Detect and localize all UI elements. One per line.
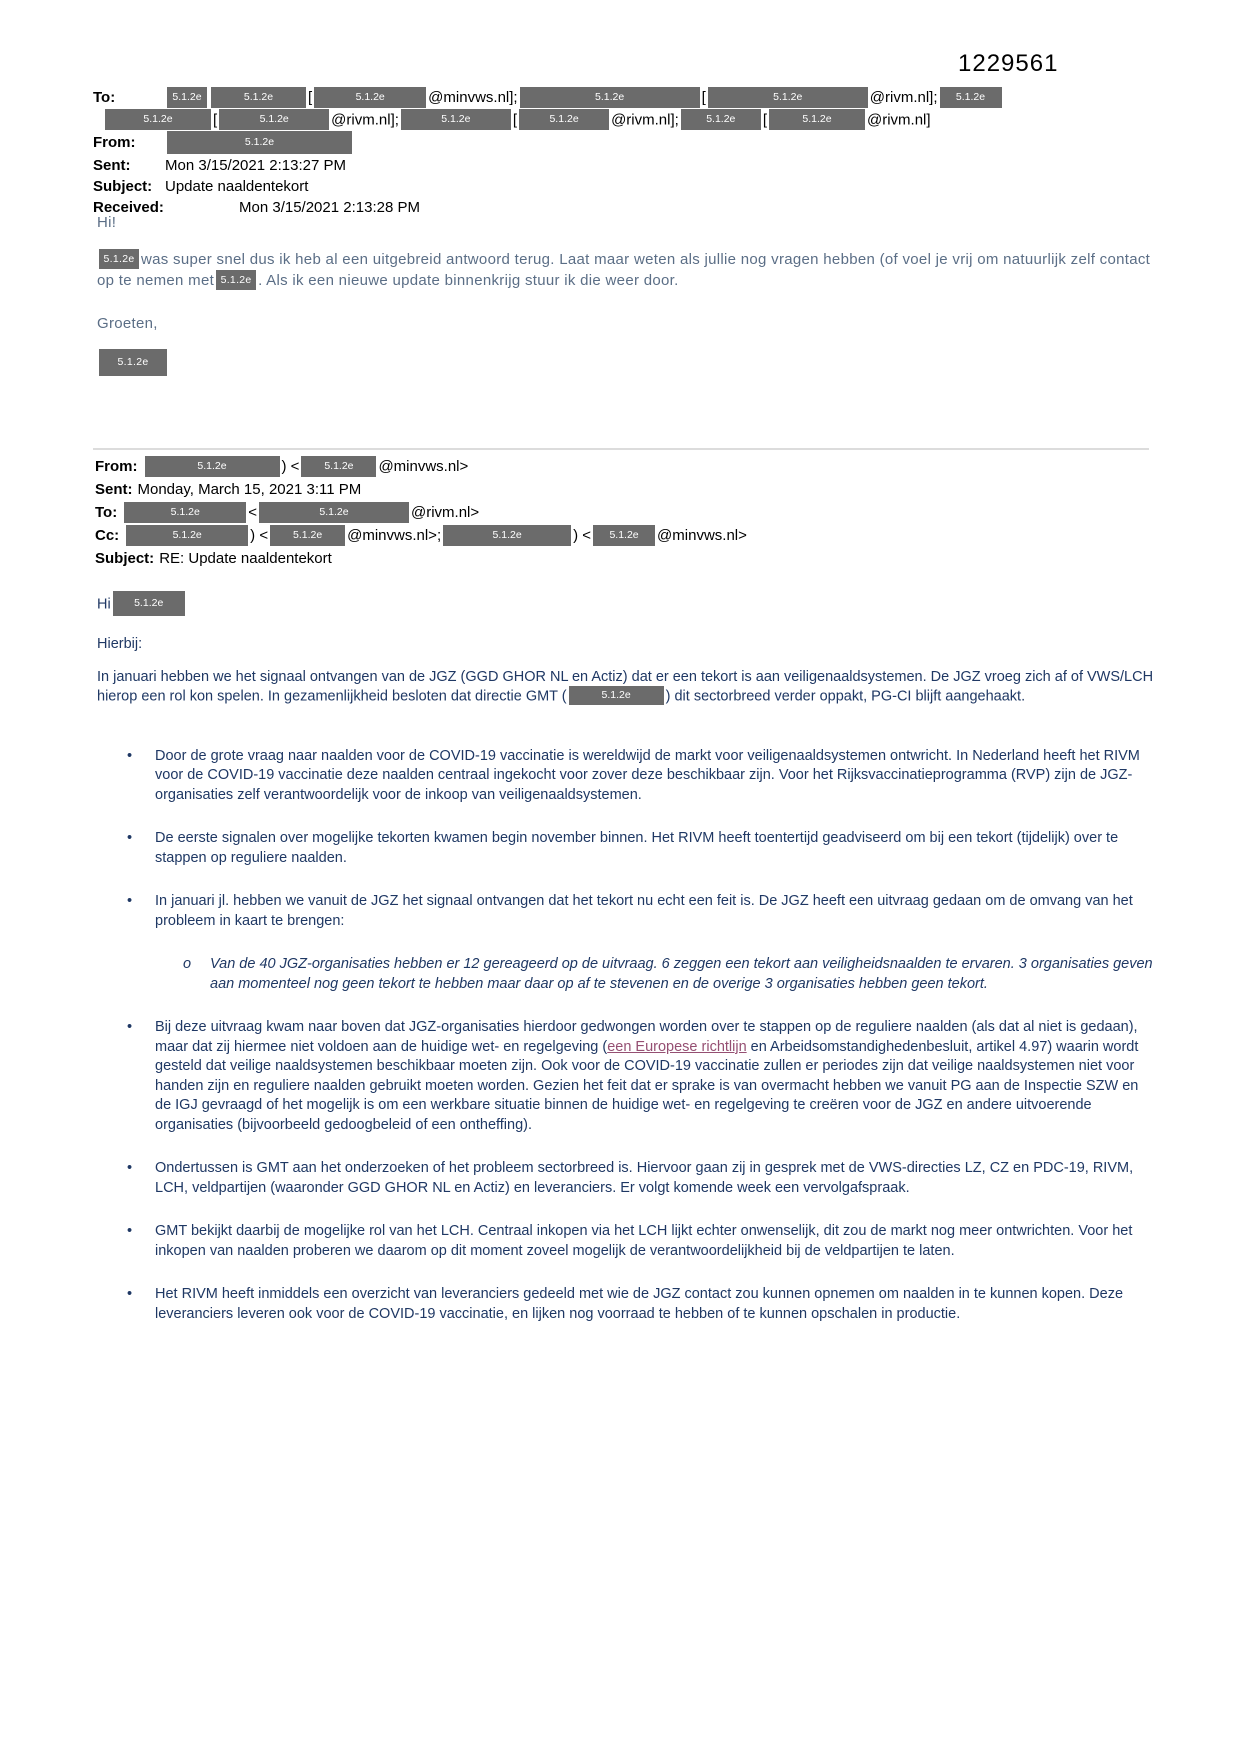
bullet-marker: •	[127, 830, 133, 847]
text-segment: Hi	[97, 596, 111, 613]
email2-cc-row	[95, 525, 1190, 547]
bullet-item	[97, 1285, 1155, 1324]
text-segment: Ondertussen is GMT aan het onderzoeken of het probleem sectorbreed is. Hiervoor gaan zij in gesprek met de VWS-directies LZ, CZ en PDC-19, RIVM, LCH, veldpartijen (waaronder GGD GHOR NL en Actiz) en leveranciers. Er volgt komende week een vervolgafspraak.	[155, 1160, 1134, 1196]
text-segment: @rivm.nl];	[611, 111, 679, 129]
email1-paragraph	[97, 249, 1155, 291]
text-segment: In januari jl. hebben we vanuit de JGZ het signaal ontvangen dat het tekort nu echt een feit is. De JGZ heeft een uitvraag gedaan om de omvang van het probleem in kaart te brengen:	[155, 893, 1133, 929]
text-segment: @minvws.nl];	[428, 89, 518, 107]
received-label: Received:	[93, 199, 164, 216]
sent-value: Monday, March 15, 2021 3:11 PM	[137, 481, 362, 498]
redaction-box: 5.1.2e	[211, 87, 306, 108]
cc-value	[124, 527, 747, 544]
email1-to-row	[93, 88, 1188, 109]
email2-greeting	[97, 592, 1155, 617]
redaction-box: 5.1.2e	[99, 249, 139, 269]
redaction-box: 5.1.2e	[219, 109, 329, 130]
sent-label: Sent:	[95, 481, 133, 498]
bullet-item	[97, 747, 1155, 806]
to-label: To:	[95, 504, 118, 521]
redaction-box: 5.1.2e	[569, 686, 664, 705]
text-segment: . Als ik een nieuwe update binnenkrijg stuur ik die weer door.	[258, 272, 679, 290]
redaction-box: 5.1.2e	[593, 525, 655, 546]
bullet-marker: •	[127, 893, 133, 910]
email2-to-row	[95, 502, 1190, 524]
bullet-text	[155, 1018, 1155, 1135]
email2-intro: Hierbij:	[97, 636, 143, 652]
redaction-box: 5.1.2e	[167, 131, 352, 154]
text-segment: [	[762, 111, 767, 129]
text-segment: @rivm.nl]	[866, 111, 931, 129]
bullet-item	[97, 1222, 1155, 1261]
text-segment: ) dit sectorbreed verder oppakt, PG-CI blijft aangehaakt.	[665, 688, 1026, 705]
redaction-box: 5.1.2e	[270, 525, 345, 546]
sub-bullet-marker: o	[183, 956, 192, 973]
redaction-box: 5.1.2e	[99, 349, 167, 376]
redaction-box: 5.1.2e	[940, 87, 1002, 108]
redaction-box: 5.1.2e	[167, 87, 207, 108]
redaction-box: 5.1.2e	[520, 87, 700, 108]
text-segment: De eerste signalen over mogelijke tekorten kwamen begin november binnen. Het RIVM heeft toentertijd geadviseerd om bij een tekort (tijdelijk) over te stappen op reguliere naalden.	[155, 830, 1119, 866]
bullet-item	[97, 1018, 1155, 1135]
bullet-marker: •	[127, 1286, 133, 1303]
email1-header	[93, 88, 1188, 219]
email1-sent-row	[93, 156, 1188, 176]
subject-label: Subject:	[93, 178, 153, 195]
bullet-marker: •	[127, 1160, 133, 1177]
email1-greeting: Hi!	[97, 214, 117, 231]
text-segment: [	[701, 89, 706, 107]
email1-to-row-line2	[103, 110, 1188, 131]
redaction-box: 5.1.2e	[769, 109, 865, 130]
text-segment: GMT bekijkt daarbij de mogelijke rol van het LCH. Centraal inkopen via het LCH lijkt echter onwenselijk, dit zou de markt nog meer ontwrichten. Voor het inkopen van naalden proberen we daarom op dit moment zoveel mogelijk de verantwoordelijkheid bij de veldpartijen te laten.	[155, 1223, 1133, 1259]
text-segment: en Arbeidsomstandighedenbesluit, artikel 4.97) waarin wordt gesteld dat veilige naaldsystemen beschikbaar moeten zijn. Ook voor de COVID-19 vaccinatie zullen er periodes zijn dat veilige naaldsystemen niet voor handen zijn en reguliere naalden gebruikt moeten worden. Gezien het feit dat er sprake is van overmacht hebben we vanuit PG aan de Inspectie SZW en de IGJ gevraagd of het mogelijk is om een werkbare situatie binnen de huidige wet- en regelgeving te creëren voor de JGZ en andere uitvoerende organisaties (bijvoorbeeld gedoogbeleid of een ontheffing).	[155, 1038, 1139, 1133]
from-label: From:	[93, 134, 136, 152]
text-segment: @minvws.nl>;	[347, 527, 442, 544]
text-segment: @minvws.nl>	[378, 458, 469, 475]
text-segment: Van de 40 JGZ-organisaties hebben er 12 gereageerd op de uitvraag. 6 zeggen een tekort aan veiligheidsnaalden te ervaren. 3 organisaties geven aan momenteel nog geen tekort te hebben maar daar op af te stevenen en de overige 3 organisaties hebben geen tekort.	[210, 956, 1153, 992]
text-segment: ) <	[250, 527, 269, 544]
bullet-item	[97, 892, 1155, 931]
email1-signature	[97, 349, 1155, 376]
to-label: To:	[93, 89, 116, 107]
bullet-text	[155, 892, 1155, 931]
from-value	[143, 458, 469, 475]
subject-value: Update naaldentekort	[165, 178, 309, 195]
bullet-text	[155, 829, 1155, 868]
to-value	[122, 504, 479, 521]
email1-body	[97, 212, 1155, 376]
email1-closing: Groeten,	[97, 315, 158, 333]
redaction-box: 5.1.2e	[708, 87, 868, 108]
redaction-box: 5.1.2e	[124, 502, 246, 523]
email2-header	[95, 456, 1190, 571]
text-segment: [	[512, 111, 518, 129]
to-value-line1	[165, 89, 1004, 106]
redaction-box: 5.1.2e	[126, 525, 248, 546]
email1-subject-row	[93, 177, 1188, 197]
subject-value: RE: Update naaldentekort	[159, 550, 332, 567]
text-segment: <	[248, 504, 257, 521]
email2-body	[97, 592, 1155, 1348]
redaction-box: 5.1.2e	[113, 591, 185, 616]
redaction-box: 5.1.2e	[216, 270, 256, 290]
email2-subject-row	[95, 548, 1190, 570]
redaction-box: 5.1.2e	[259, 502, 409, 523]
text-segment: In januari hebben we het signaal ontvangen van de JGZ (GGD GHOR NL en Actiz) dat er een tekort is aan veiligenaaldsystemen. De JGZ vroeg zich af of VWS/LCH hierop een rol kon spelen. In gezamenlijkheid besloten dat directie GMT (	[97, 668, 1154, 705]
bullet-marker: •	[127, 747, 133, 764]
bullet-marker: •	[127, 1223, 133, 1240]
received-value: Mon 3/15/2021 2:13:28 PM	[239, 199, 420, 216]
text-segment: Door de grote vraag naar naalden voor de COVID-19 vaccinatie is wereldwijd de markt voor veiligenaaldsystemen ontwricht. In Nederland heeft het RIVM voor de COVID-19 vaccinatie deze naalden centraal ingekocht voor zover deze beschikbaar zijn. Voor het Rijksvaccinatieprogramma (RVP) zijn de JGZ-organisaties zelf verantwoordelijk voor de inkoop van veiligenaaldsystemen.	[155, 747, 1140, 803]
text-segment: [	[308, 89, 313, 107]
text-segment: Het RIVM heeft inmiddels een overzicht van leveranciers gedeeld met wie de JGZ contact zou kunnen opnemen om naalden in te kunnen kopen. Deze leveranciers leveren ook voor de COVID-19 vaccinatie, en lijken nog voorraad te hebben of te kunnen opschalen in productie.	[155, 1286, 1124, 1322]
bullet-list	[97, 747, 1155, 1325]
text-segment: [	[213, 111, 218, 129]
email1-from-row	[93, 132, 1188, 155]
text-segment: @rivm.nl>	[410, 504, 480, 521]
sub-bullet-text	[210, 955, 1155, 994]
bullet-item	[97, 829, 1155, 868]
text-segment: @rivm.nl];	[869, 89, 938, 107]
email2-from-row	[95, 456, 1190, 478]
separator-line	[93, 448, 1149, 450]
bullet-text	[155, 1222, 1155, 1261]
from-label: From:	[95, 458, 138, 475]
subject-label: Subject:	[95, 550, 155, 567]
sent-label: Sent:	[93, 157, 131, 174]
redaction-box: 5.1.2e	[301, 456, 376, 477]
email2-paragraph	[97, 668, 1155, 707]
text-segment: @minvws.nl>	[657, 527, 747, 544]
bullet-text	[155, 1159, 1155, 1198]
document-number: 1229561	[958, 50, 1059, 77]
text-segment: @rivm.nl];	[331, 111, 399, 129]
european-directive-link[interactable]: een Europese richtlijn	[607, 1038, 747, 1055]
redaction-box: 5.1.2e	[145, 456, 280, 477]
bullet-item	[97, 1159, 1155, 1198]
sent-value: Mon 3/15/2021 2:13:27 PM	[165, 157, 346, 174]
text-segment: ) <	[281, 458, 300, 475]
redaction-box: 5.1.2e	[105, 109, 211, 130]
redaction-box: 5.1.2e	[519, 109, 609, 130]
text-segment: ) <	[573, 527, 592, 544]
email2-sent-row	[95, 479, 1190, 501]
text-segment: Bij deze uitvraag kwam naar boven dat JGZ-organisaties hierdoor gedwongen worden over te stappen op de reguliere naalden (als dat al niet is gedaan), maar dat zij hiermee niet voldoen aan de huidige wet- en regelgeving (	[155, 1019, 1138, 1055]
redaction-box: 5.1.2e	[681, 109, 761, 130]
text-segment: was super snel dus ik heb al een uitgebreid antwoord terug. Laat maar weten als jullie nog vragen hebben (of voel je vrij om natuurlijk zelf contact op te nemen met	[97, 251, 1151, 290]
cc-label: Cc:	[95, 527, 120, 544]
redaction-box: 5.1.2e	[443, 525, 571, 546]
bullet-text	[155, 1285, 1155, 1324]
sub-bullet-item	[97, 955, 1155, 994]
bullet-text	[155, 747, 1155, 806]
bullet-marker: •	[127, 1019, 133, 1036]
redaction-box: 5.1.2e	[314, 87, 426, 108]
from-value	[165, 134, 354, 151]
redaction-box: 5.1.2e	[401, 109, 511, 130]
